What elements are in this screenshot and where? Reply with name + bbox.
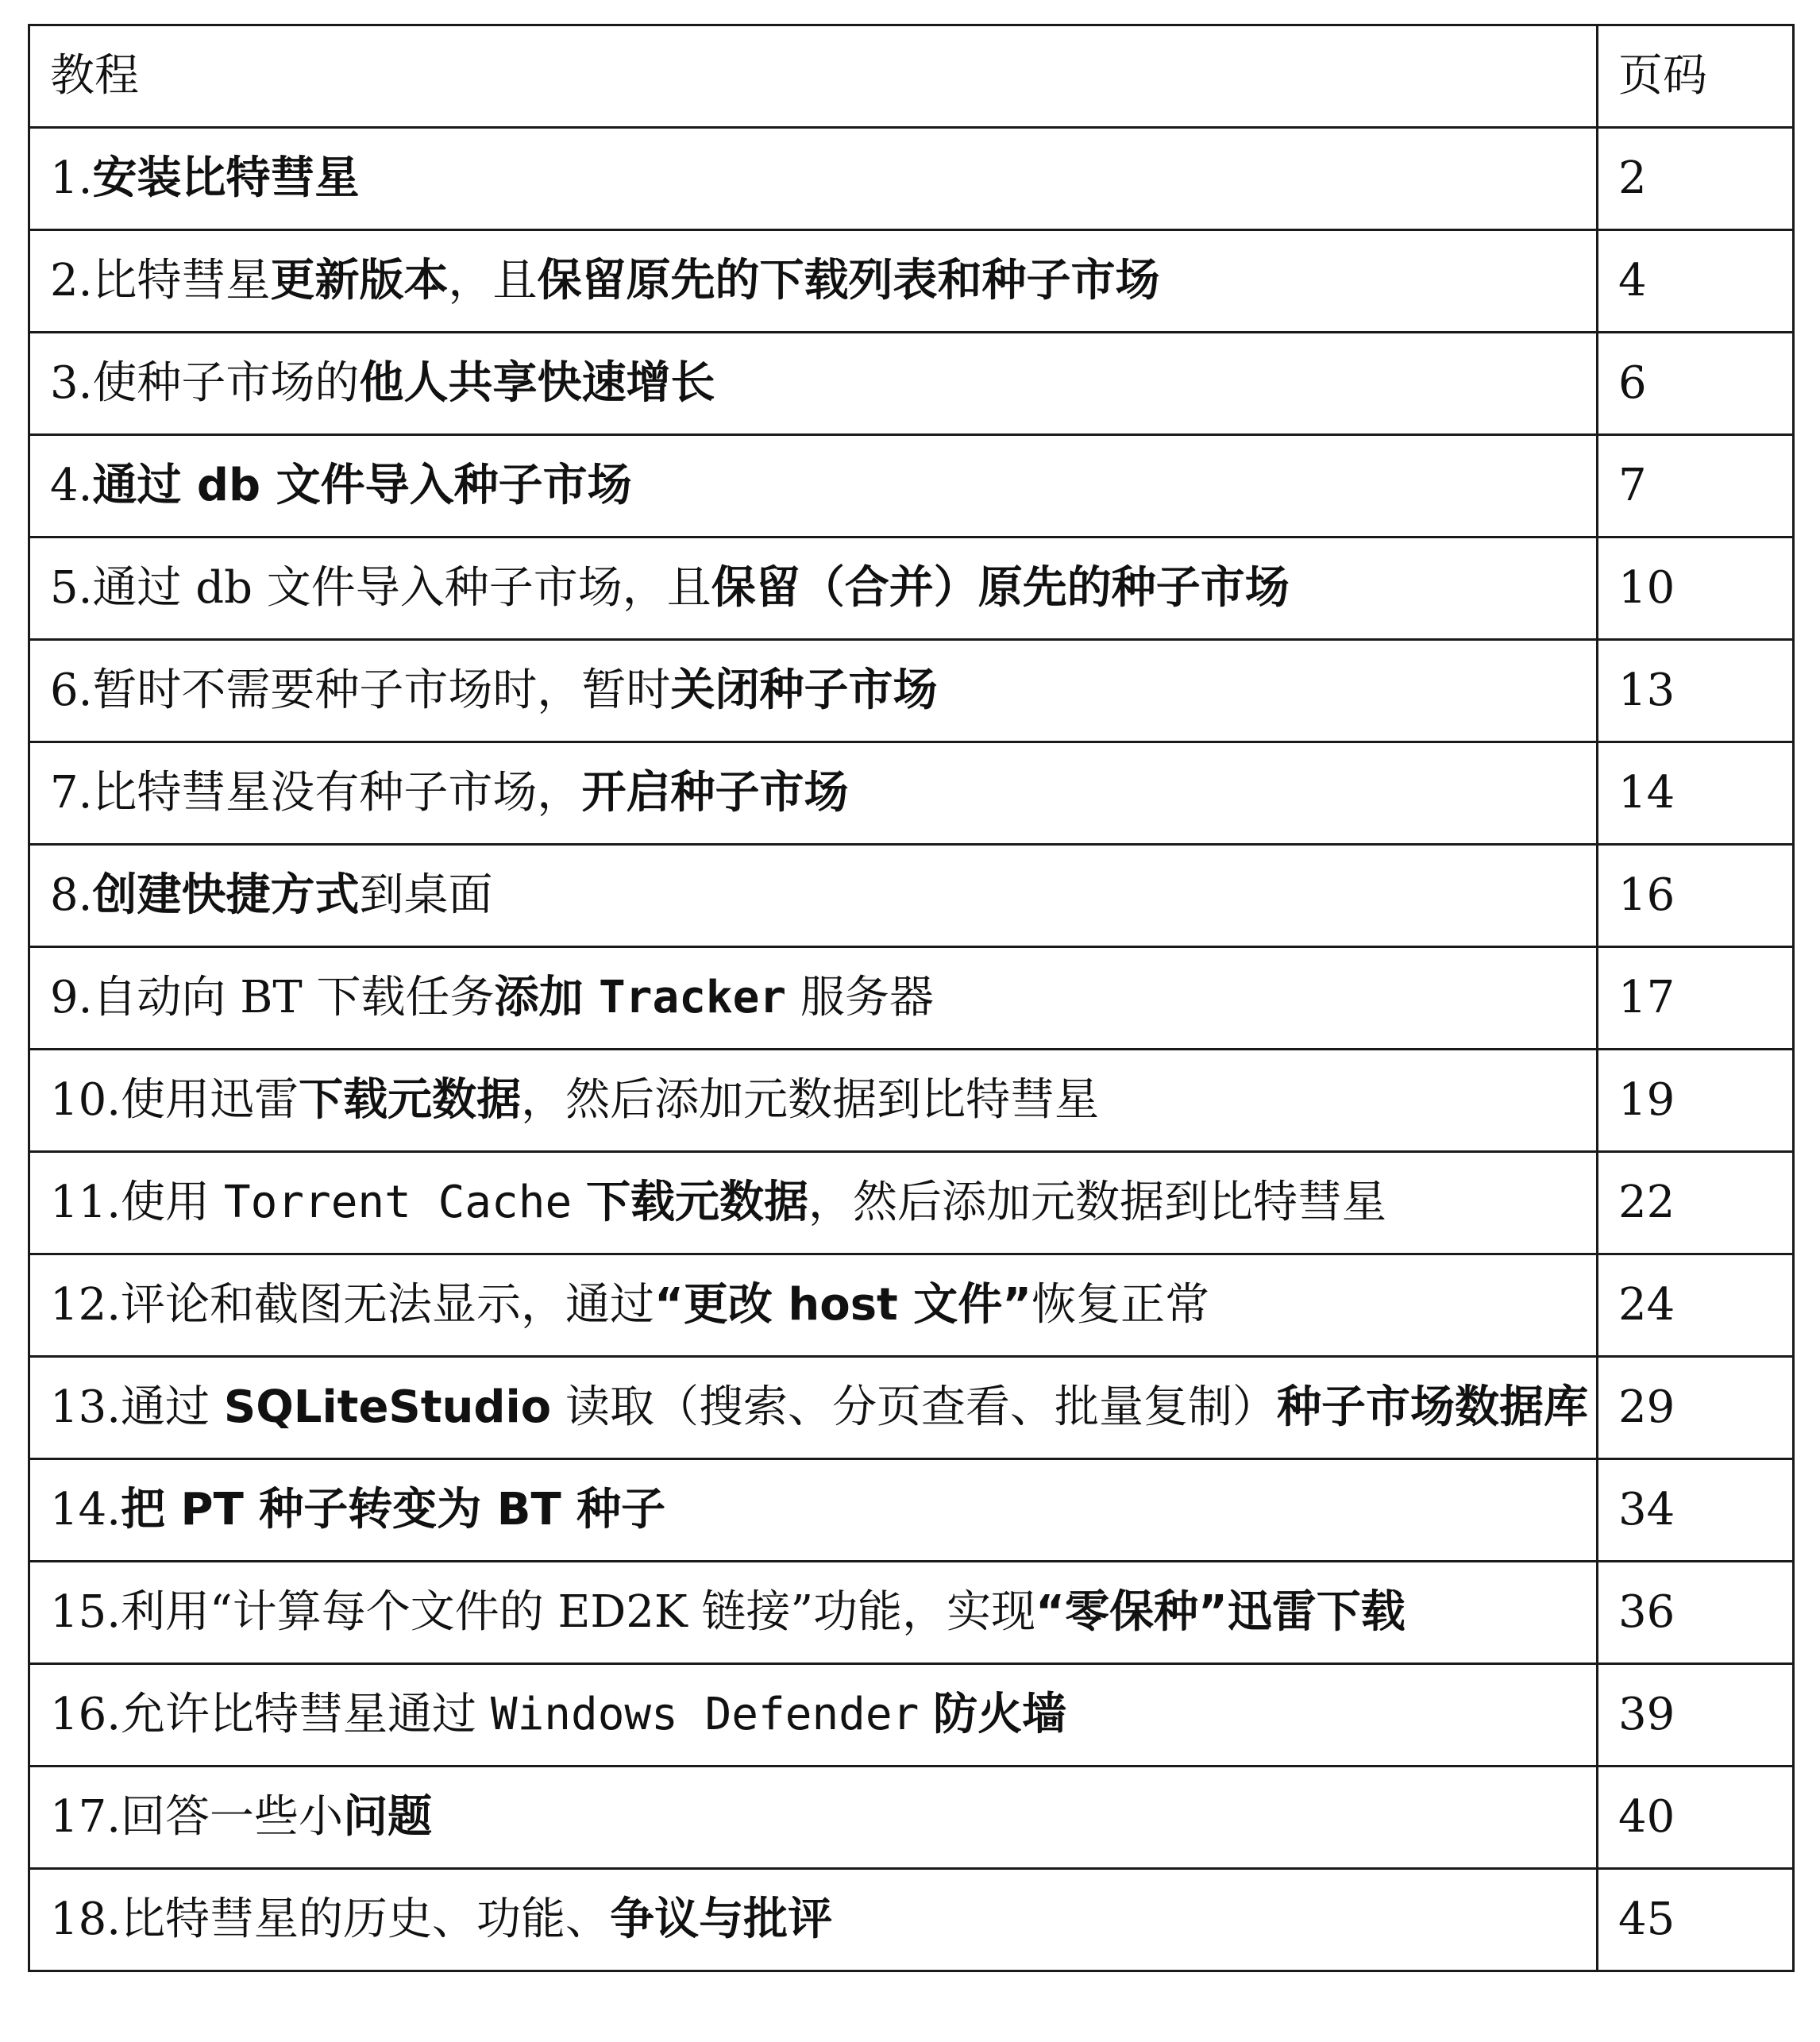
table-row bbox=[29, 1869, 1794, 1971]
row-title: 1.安装比特彗星 bbox=[29, 128, 1598, 230]
table-row bbox=[29, 742, 1794, 845]
table-row bbox=[29, 333, 1794, 435]
row-title: 14.把 PT 种子转变为 BT 种子 bbox=[29, 1459, 1598, 1562]
row-page: 19 bbox=[1598, 1050, 1794, 1152]
row-title: 2.比特彗星更新版本，且保留原先的下载列表和种子市场 bbox=[29, 230, 1598, 333]
table-row bbox=[29, 128, 1794, 230]
table-row bbox=[29, 1050, 1794, 1152]
row-title: 10.使用迅雷下载元数据，然后添加元数据到比特彗星 bbox=[29, 1050, 1598, 1152]
row-title: 3.使种子市场的他人共享快速增长 bbox=[29, 333, 1598, 435]
toc-table bbox=[28, 24, 1795, 1972]
row-page: 4 bbox=[1598, 230, 1794, 333]
row-page: 24 bbox=[1598, 1254, 1794, 1357]
table-row bbox=[29, 1562, 1794, 1664]
table-row bbox=[29, 1254, 1794, 1357]
row-page: 6 bbox=[1598, 333, 1794, 435]
row-title: 17.回答一些小问题 bbox=[29, 1767, 1598, 1869]
row-title: 9.自动向 BT 下载任务添加 Tracker 服务器 bbox=[29, 947, 1598, 1050]
table-row bbox=[29, 1459, 1794, 1562]
row-title: 6.暂时不需要种子市场时，暂时关闭种子市场 bbox=[29, 640, 1598, 742]
row-page: 34 bbox=[1598, 1459, 1794, 1562]
table-row bbox=[29, 537, 1794, 640]
table-row bbox=[29, 947, 1794, 1050]
table-row bbox=[29, 1357, 1794, 1459]
table-row bbox=[29, 1152, 1794, 1254]
row-page: 17 bbox=[1598, 947, 1794, 1050]
row-title: 16.允许比特彗星通过 Windows Defender 防火墙 bbox=[29, 1664, 1598, 1767]
row-title: 12.评论和截图无法显示，通过“更改 host 文件”恢复正常 bbox=[29, 1254, 1598, 1357]
row-page: 14 bbox=[1598, 742, 1794, 845]
row-page: 22 bbox=[1598, 1152, 1794, 1254]
row-page: 39 bbox=[1598, 1664, 1794, 1767]
row-page: 7 bbox=[1598, 435, 1794, 537]
row-page: 40 bbox=[1598, 1767, 1794, 1869]
row-title: 15.利用“计算每个文件的 ED2K 链接”功能，实现“零保种”迅雷下载 bbox=[29, 1562, 1598, 1664]
row-page: 13 bbox=[1598, 640, 1794, 742]
row-page: 45 bbox=[1598, 1869, 1794, 1971]
row-title: 11.使用 Torrent Cache 下载元数据，然后添加元数据到比特彗星 bbox=[29, 1152, 1598, 1254]
row-page: 16 bbox=[1598, 845, 1794, 947]
row-page: 10 bbox=[1598, 537, 1794, 640]
header-title-cell: 教程 bbox=[29, 25, 1598, 128]
table-row bbox=[29, 230, 1794, 333]
table-row bbox=[29, 640, 1794, 742]
row-title: 18.比特彗星的历史、功能、争议与批评 bbox=[29, 1869, 1598, 1971]
row-title: 4.通过 db 文件导入种子市场 bbox=[29, 435, 1598, 537]
row-page: 2 bbox=[1598, 128, 1794, 230]
table-row bbox=[29, 435, 1794, 537]
table-row bbox=[29, 1767, 1794, 1869]
table-row bbox=[29, 1664, 1794, 1767]
row-title: 8.创建快捷方式到桌面 bbox=[29, 845, 1598, 947]
row-page: 36 bbox=[1598, 1562, 1794, 1664]
row-page: 29 bbox=[1598, 1357, 1794, 1459]
row-title: 13.通过 SQLiteStudio 读取（搜索、分页查看、批量复制）种子市场数据库 bbox=[29, 1357, 1598, 1459]
row-title: 5.通过 db 文件导入种子市场，且保留（合并）原先的种子市场 bbox=[29, 537, 1598, 640]
header-page-cell: 页码 bbox=[1598, 25, 1794, 128]
table-row bbox=[29, 845, 1794, 947]
row-title: 7.比特彗星没有种子市场，开启种子市场 bbox=[29, 742, 1598, 845]
table-header-row bbox=[29, 25, 1794, 128]
